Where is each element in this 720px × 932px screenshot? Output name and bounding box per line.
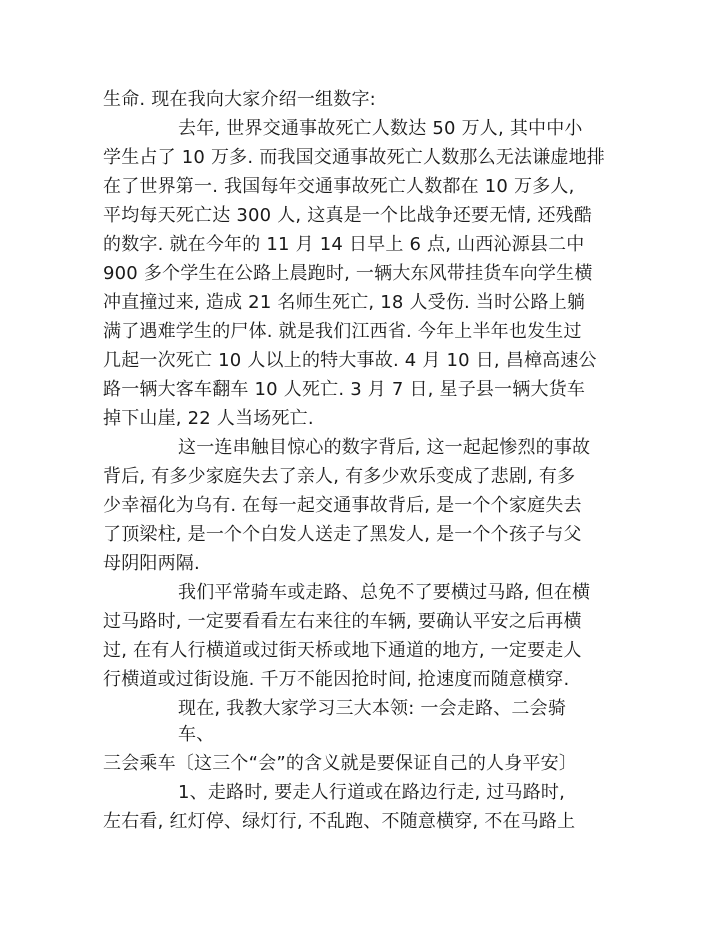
text-line: 路一辆大客车翻车 10 人死亡. 3 月 7 日, 星子县一辆大货车 — [103, 379, 586, 400]
text-line: 冲直撞过来, 造成 21 名师生死亡, 18 人受伤. 当时公路上躺 — [103, 292, 586, 313]
text-line: 车、 — [178, 724, 215, 745]
text-line: 少幸福化为乌有. 在每一起交通事故背后, 是一个个家庭失去 — [103, 495, 582, 516]
text-line: 1、走路时, 要走人行道或在路边行走, 过马路时, — [178, 782, 566, 803]
text-line: 去年, 世界交通事故死亡人数达 50 万人, 其中中小 — [178, 118, 583, 139]
text-line: 几起一次死亡 10 人以上的特大事故. 4 月 10 日, 昌樟高速公 — [103, 350, 597, 371]
text-line: 900 多个学生在公路上晨跑时, 一辆大东风带挂货车向学生横 — [103, 263, 593, 284]
text-line: 了顶梁柱, 是一个个白发人送走了黑发人, 是一个个孩子与父 — [103, 524, 582, 545]
text-line: 背后, 有多少家庭失去了亲人, 有多少欢乐变成了悲剧, 有多 — [103, 466, 576, 487]
text-line: 学生占了 10 万多. 而我国交通事故死亡人数那么无法谦虚地排 — [103, 147, 605, 168]
text-line: 左右看, 红灯停、绿灯行, 不乱跑、不随意横穿, 不在马路上 — [103, 811, 576, 832]
text-line: 满了遇难学生的尸体. 就是我们江西省. 今年上半年也发生过 — [103, 321, 582, 342]
text-line: 在了世界第一. 我国每年交通事故死亡人数都在 10 万多人, — [103, 176, 575, 197]
text-line: 掉下山崖, 22 人当场死亡. — [103, 408, 314, 429]
text-line: 三会乘车〔这三个“会”的含义就是要保证自己的人身平安〕 — [103, 753, 578, 774]
text-line: 生命. 现在我向大家介绍一组数字: — [103, 89, 376, 110]
text-line: 过马路时, 一定要看看左右来往的车辆, 要确认平安之后再横 — [103, 611, 582, 632]
text-line: 的数字. 就在今年的 11 月 14 日早上 6 点, 山西沁源县二中 — [103, 234, 585, 255]
text-line: 母阴阳两隔. — [103, 553, 200, 574]
text-line: 行横道或过街设施. 千万不能因抢时间, 抢速度而随意横穿. — [103, 669, 570, 690]
text-line: 现在, 我教大家学习三大本领: 一会走路、二会骑 — [178, 698, 567, 719]
text-line: 过, 在有人行横道或过街天桥或地下通道的地方, 一定要走人 — [103, 640, 582, 661]
text-line: 这一连串触目惊心的数字背后, 这一起起惨烈的事故 — [178, 437, 591, 458]
text-line: 平均每天死亡达 300 人, 这真是一个比战争还要无情, 还残酷 — [103, 205, 593, 226]
text-line: 我们平常骑车或走路、总免不了要横过马路, 但在横 — [178, 582, 591, 603]
